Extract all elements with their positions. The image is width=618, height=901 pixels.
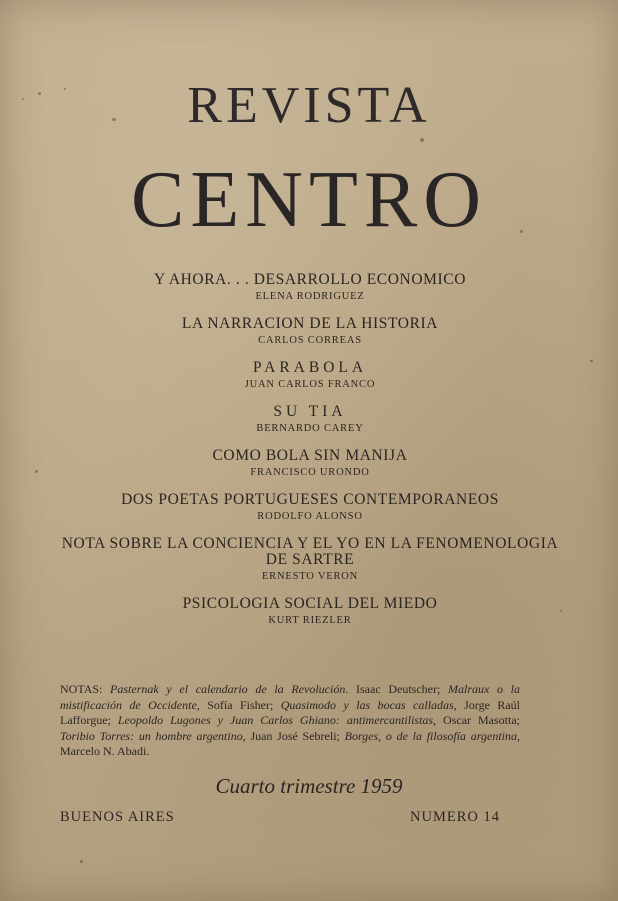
magazine-title-revista: REVISTA bbox=[187, 77, 431, 134]
note-author: Marcelo N. Abadi bbox=[60, 744, 147, 758]
article-author: JUAN CARLOS FRANCO bbox=[244, 379, 376, 390]
article-author: ERNESTO VERON bbox=[261, 571, 359, 582]
article-title: Y AHORA. . . DESARROLLO ECONOMICO bbox=[153, 271, 466, 288]
article-author: ELENA RODRIGUEZ bbox=[255, 291, 365, 302]
article-title: COMO BOLA SIN MANIJA bbox=[212, 447, 408, 464]
contents-entry bbox=[60, 272, 560, 303]
contents-entry bbox=[60, 316, 560, 347]
contents-entry bbox=[60, 404, 560, 435]
note-work: Quasimodo y las bocas calladas bbox=[280, 697, 454, 712]
article-author: RODOLFO ALONSO bbox=[257, 511, 363, 522]
note-work: Toribio Torres: un hombre argentino bbox=[60, 728, 243, 743]
note-author: Juan José Sebreli bbox=[250, 728, 337, 743]
note-author: Isaac Deutscher bbox=[356, 682, 437, 696]
paper-speck bbox=[560, 610, 562, 612]
paper-speck bbox=[35, 470, 38, 473]
issue-date: Cuarto trimestre 1959 bbox=[215, 774, 403, 798]
article-author: CARLOS CORREAS bbox=[258, 335, 362, 346]
contents-entry bbox=[60, 596, 560, 627]
article-title: PSICOLOGIA SOCIAL DEL MIEDO bbox=[182, 595, 438, 612]
contents-entry bbox=[60, 492, 560, 523]
table-of-contents bbox=[60, 272, 560, 640]
note-work: Borges, o de la filosofía argentina bbox=[344, 728, 517, 743]
contents-entry bbox=[60, 536, 560, 583]
note-author: Jorge Raúl Lafforgue bbox=[60, 697, 520, 727]
publication-city: BUENOS AIRES bbox=[60, 809, 175, 825]
paper-speck bbox=[80, 860, 83, 863]
note-work: Pasternak y el calendario de la Revolución bbox=[110, 682, 346, 696]
article-title: SU TIA bbox=[273, 403, 347, 420]
article-title: NOTA SOBRE LA CONCIENCIA Y EL YO EN LA FENOMENOLOGIA DE SARTRE bbox=[61, 535, 559, 568]
notes-section: NOTAS: Pasternak y el calendario de la Revolución. Isaac Deutscher; Malraux o la mistificación de Occidente, Sofía Fisher; Quasimodo y las bocas calladas, Jorge Raúl Lafforgue; Leopoldo Lugones y Juan Carlos Ghiano: antimercantilistas, Oscar Masotta; Toribio Torres: un hombre argentino, Juan José Sebreli; Borges, o de la filosofía argentina, Marcelo N. Abadi. bbox=[60, 682, 520, 758]
magazine-title-centro: CENTRO bbox=[131, 156, 487, 244]
article-title: LA NARRACION DE LA HISTORIA bbox=[181, 315, 439, 332]
article-title: PARABOLA bbox=[252, 359, 368, 376]
paper-speck bbox=[590, 360, 593, 362]
note-author: Oscar Masotta bbox=[443, 713, 517, 727]
issue-number: NUMERO 14 bbox=[410, 809, 500, 825]
article-author: FRANCISCO URONDO bbox=[250, 467, 370, 478]
paper-speck bbox=[420, 138, 424, 142]
note-author: Sofía Fisher bbox=[207, 697, 270, 712]
article-author: KURT RIEZLER bbox=[268, 615, 352, 626]
notes-label: NOTAS: bbox=[60, 682, 103, 696]
article-author: BERNARDO CAREY bbox=[256, 423, 364, 434]
note-work: Leopoldo Lugones y Juan Carlos Ghiano: antimercantilistas bbox=[117, 713, 434, 727]
contents-entry bbox=[60, 360, 560, 391]
contents-entry bbox=[60, 448, 560, 479]
note-work: Malraux o la mistificación de Occidente bbox=[60, 682, 520, 712]
article-title: DOS POETAS PORTUGUESES CONTEMPORANEOS bbox=[121, 491, 499, 508]
